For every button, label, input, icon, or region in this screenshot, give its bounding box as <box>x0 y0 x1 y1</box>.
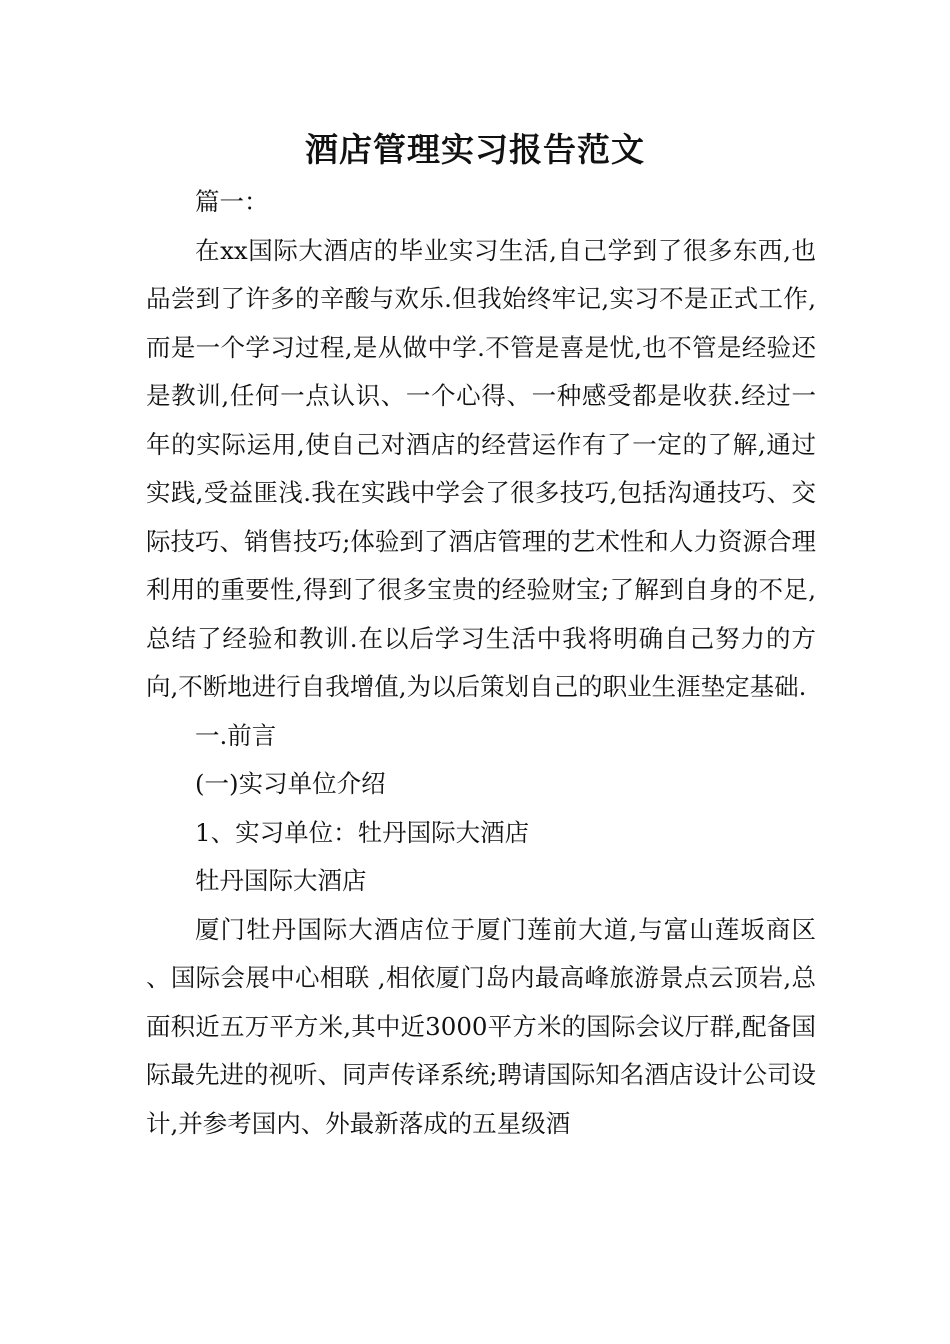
document-body <box>146 178 816 1148</box>
body-paragraph-hotel-description: 厦门牡丹国际大酒店位于厦门莲前大道,与富山莲坂商区 、国际会展中心相联 ,相依厦门岛内最高峰旅游景点云顶岩,总面积近五万平方米,其中近3000平方米的国际会议厅群,配备国际最先进的视听、同声传译系统;聘请国际知名酒店设计公司设计,并参考国内、外最新落成的五星级酒 <box>146 914 816 1138</box>
subsection-heading-unit-intro: (一)实习单位介绍 <box>195 769 386 798</box>
document-title: 酒店管理实习报告范文 <box>305 130 645 169</box>
section-heading-preface: 一.前言 <box>195 720 277 750</box>
list-item-internship-unit: 1、实习单位：牡丹国际大酒店 <box>195 817 530 847</box>
section-heading-part-one: 篇一： <box>195 187 269 216</box>
hotel-name-line: 牡丹国际大酒店 <box>195 866 367 895</box>
body-paragraph-intro: 在xx国际大酒店的毕业实习生活,自己学到了很多东西,也品尝到了许多的辛酸与欢乐.但我始终牢记,实习不是正式工作,而是一个学习过程,是从做中学.不管是喜是忧,也不管是经验还是教训,任何一点认识、一个心得、一种感受都是收获.经过一年的实际运用,使自己对酒店的经营运作有了一定的了解,通过实践,受益匪浅.我在实践中学会了很多技巧,包括沟通技巧、交际技巧、销售技巧;体验到了酒店管理的艺术性和人力资源合理利用的重要性,得到了很多宝贵的经验财宝;了解到自身的不足,总结了经验和教训.在以后学习生活中我将明确自己努力的方向,不断地进行自我增值,为以后策划自己的职业生涯垫定基础. <box>146 235 816 701</box>
